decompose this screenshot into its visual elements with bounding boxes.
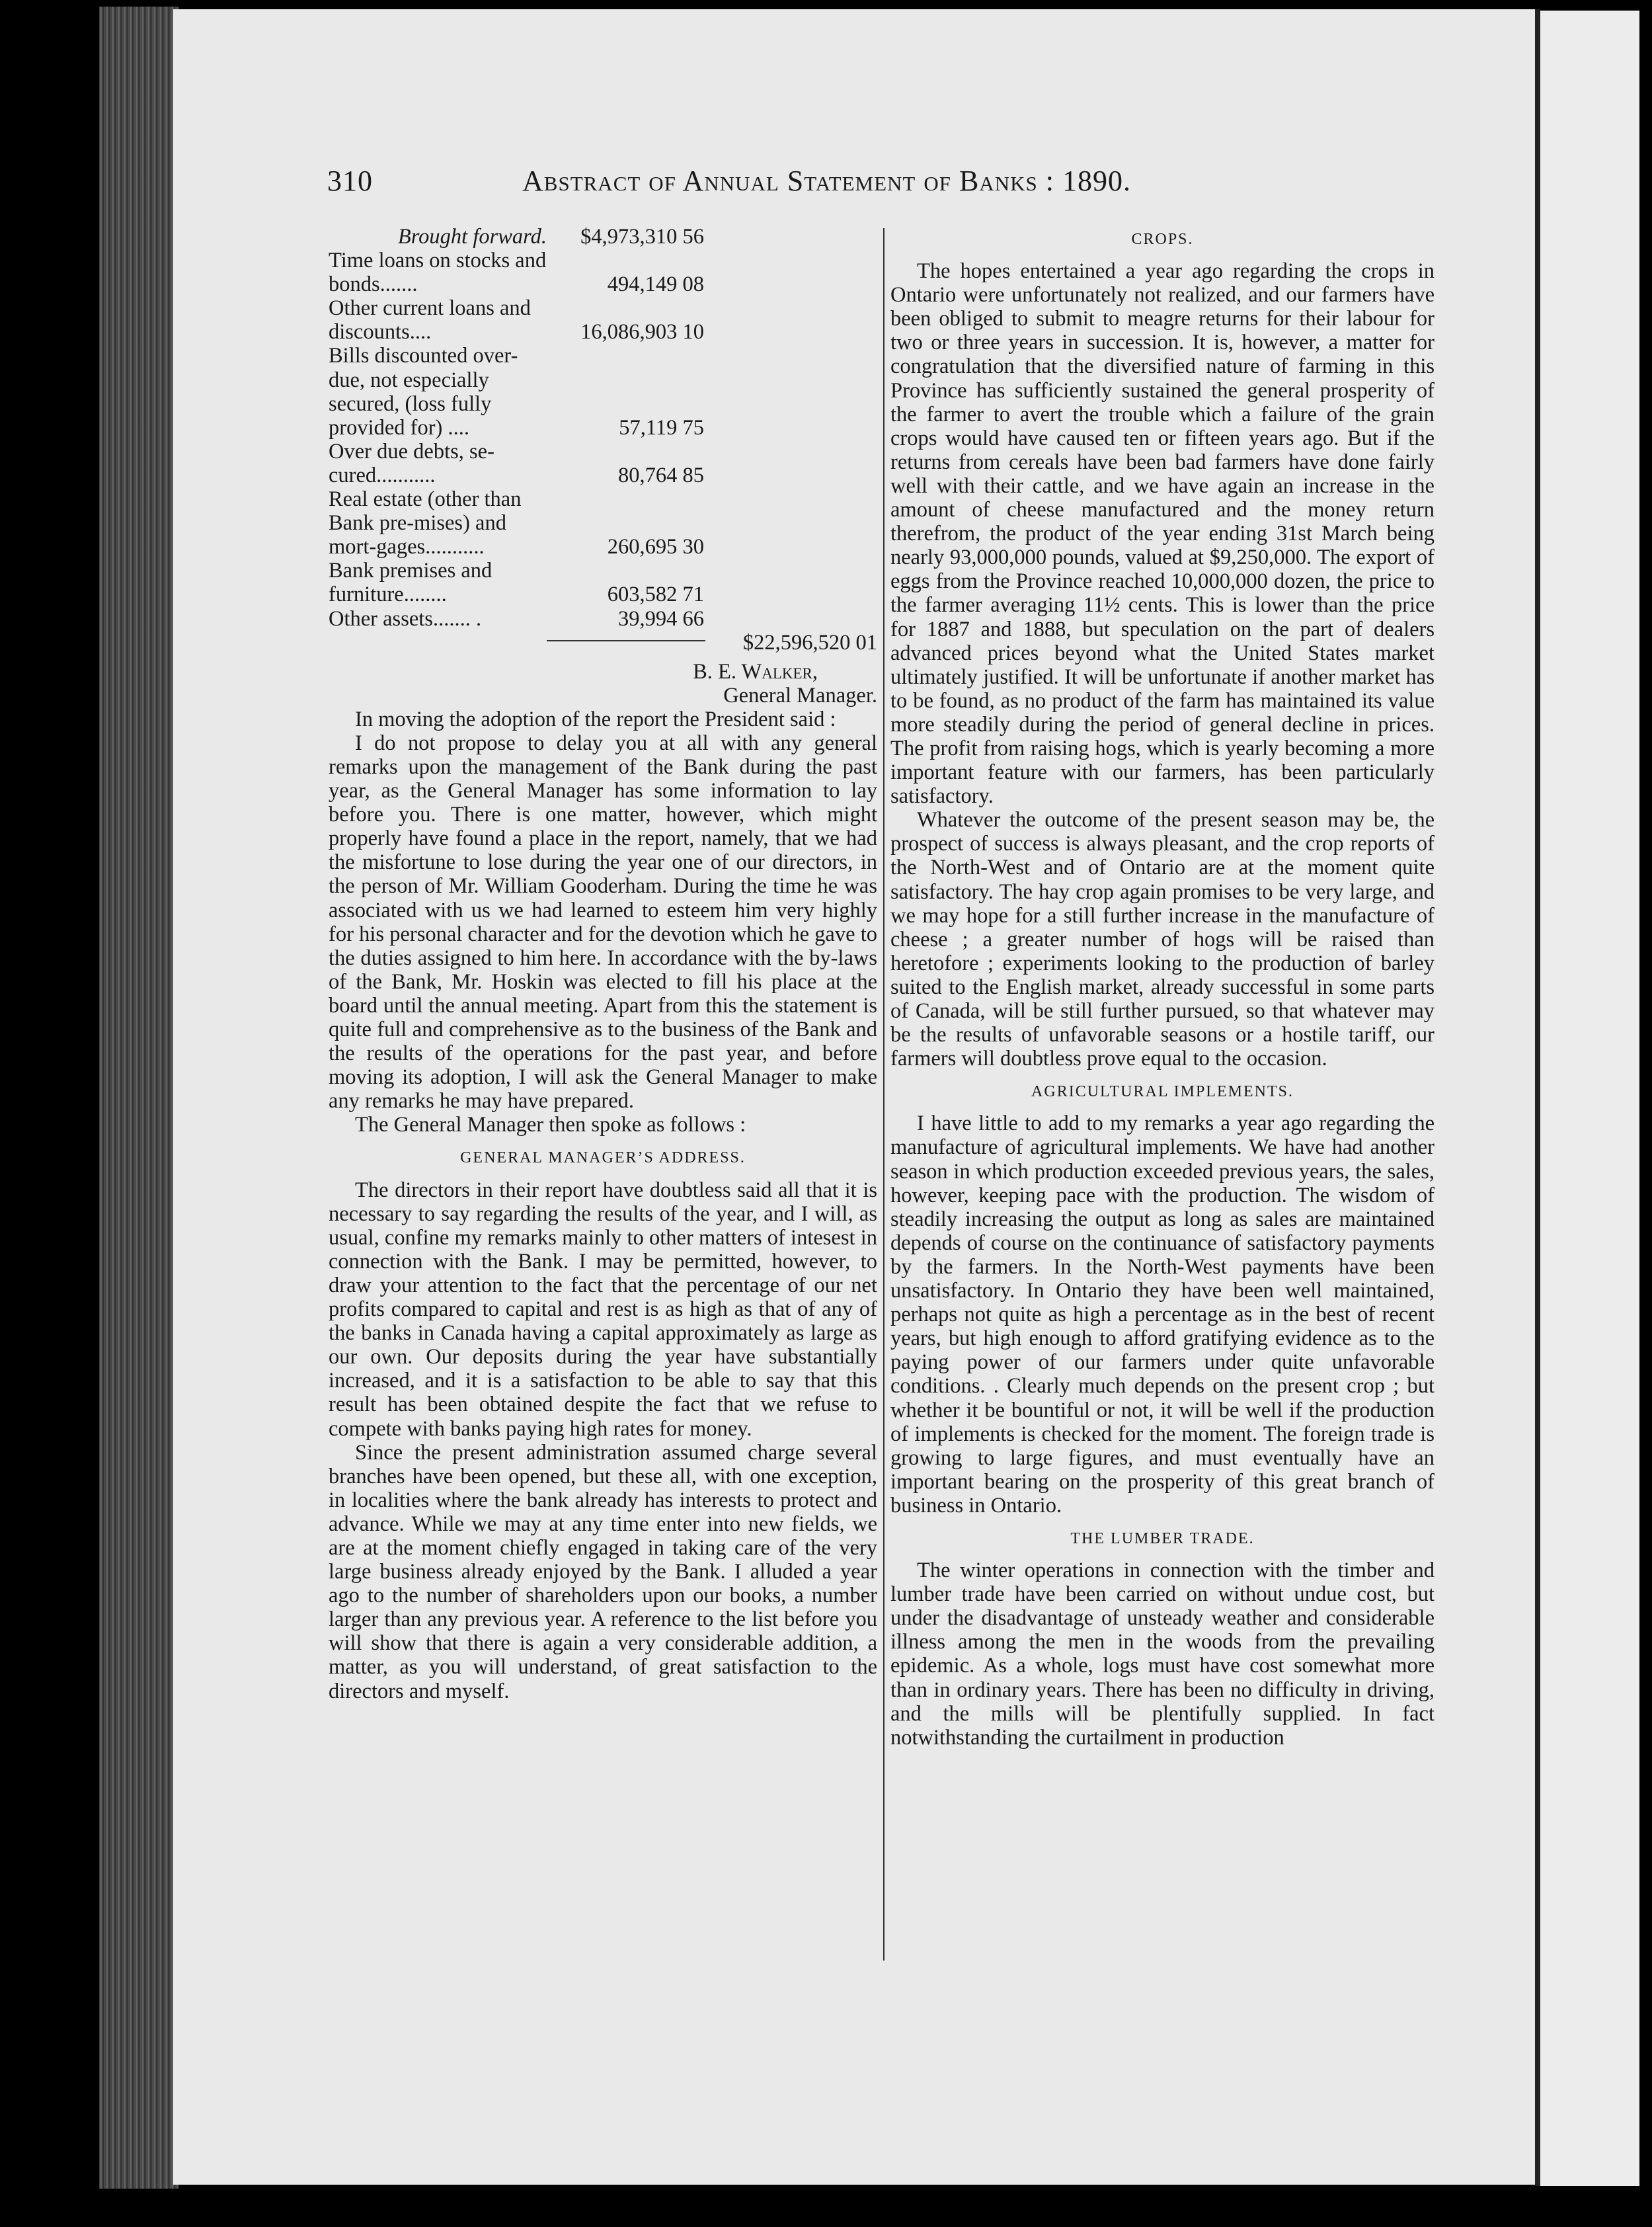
ledger-label: Bank premises and furniture........ [329,559,492,607]
page-gutter-shadow [1535,9,1540,2186]
assets-ledger [329,225,877,657]
ledger-row [329,559,877,606]
ledger-label: Bills discounted over-due, not especially secured, (loss fully provided for) .... [329,344,518,440]
heading-gm-address: GENERAL MANAGER’S ADDRESS. [460,1149,746,1167]
heading-crops: CROPS. [1131,231,1194,248]
ledger-amount: 80,764 85 [618,463,704,487]
ledger-amount: 494,149 08 [607,272,704,297]
paragraph-administration: Since the present administration assumed charge several branches have been opened, but these all, with one exception, in localities where the bank already has interests to protect and advance. While we may at any time enter into new fields, we are at the moment chiefly engaged in taking care of the very large business already enjoyed by the Bank. I alluded a year ago to the number of shareholders upon our books, a number larger than any previous year. A reference to the list before you will show that there is again a very considerable addition, a matter, as you will understand, of great satisfaction to the directors and myself. [329,1440,877,1703]
ledger-label: Brought forward. [397,225,547,249]
total-rule [547,640,705,641]
ledger-label: Other assets....... . [329,606,482,631]
left-column [329,225,877,1703]
signatory-title: General Manager. [723,683,877,708]
adjacent-page-edge [1540,11,1639,2186]
ledger-amount: 16,086,903 10 [580,320,704,344]
paragraph-crops: The hopes entertained a year ago regarding the crops in Ontario were unfortunately not realized, and our farmers have been obliged to submit to meagre returns for their labour for two or three years in succession. It is, however, a matter for congratulation that the diversified nature of farming in this Province has sufficiently sustained the general prosperity of the farmer to avert the trouble which a failure of the grain crops would have caused ten or fifteen years ago. But if the returns from cereals have been bad farmers have done fairly well with their cattle, and we have again an increase in the amount of cheese manufactured and the money return therefrom, the product of the year ending 31st March being nearly 93,000,000 pounds, valued at $9,250,000. The export of eggs from the Province reached 10,000,000 dozen, the price to the farmer averaging 11½ cents. This is lower than the price for 1887 and 1888, but speculation on the part of dealers advanced prices beyond what the United States market ultimately justified. It will be unfortunate if another market has to be found, as no product of the farm has maintained its value more steadily during the period of general decline in prices. The profit from raising hogs, which is yearly becoming a more important feature with our farmers, has been particularly satisfactory. [890,259,1435,809]
ledger-total [329,631,877,657]
right-column [890,225,1435,1750]
paragraph-moving-adoption: In moving the adoption of the report the President said : [355,707,836,731]
ledger-amount: 603,582 71 [607,583,704,607]
ledger-amount: 57,119 75 [619,415,704,440]
ledger-amount: 39,994 66 [618,606,704,631]
ledger-row [329,249,877,296]
ledger-row [329,487,877,559]
ledger-row [329,296,877,344]
paragraph-president-remarks: I do not propose to delay you at all with any general remarks upon the management of the Bank during the past year, as the General Manager has some information to lay before you. There is one matter, however, which might properly have found a place in the report, namely, that we had the misfortune to lose during the year one of our directors, in the person of Mr. William Gooderham. During the time he was associated with us we had learned to esteem him very highly for his personal character and for the devotion which he gave to the duties assigned to him here. In accordance with the by-laws of the Bank, Mr. Hoskin was elected to fill his place at the board until the annual meeting. Apart from this the statement is quite full and comprehensive as to the business of the Bank and the results of the operations for the past year, and before moving its adoption, I will ask the General Manager to make any remarks he may have prepared. [329,731,877,1114]
ledger-label: Real estate (other than Bank pre-mises) and mort-gages........... [329,487,522,559]
signature-block [329,660,877,708]
heading-agricultural-implements: AGRICULTURAL IMPLEMENTS. [1031,1083,1294,1101]
paragraph-gm-spoke: The General Manager then spoke as follows : [355,1113,746,1137]
signatory-name: B. E. Walker, [693,659,818,684]
paragraph-lumber: The winter operations in connection with the timber and lumber trade have been carried on without undue cost, but under the disadvantage of unsteady weather and considerable illness among the men in the woods from the prevailing epidemic. As a whole, logs must have cost somewhat more than in ordinary years. There has been no difficulty in driving, and the mills will be plentifully supplied. In fact notwithstanding the curtailment in production [890,1559,1435,1750]
paragraph-season-outlook: Whatever the outcome of the present season may be, the prospect of success is always pleasant, and the crop reports of the North-West and of Ontario are at the moment quite satisfactory. The hay crop again promises to be very large, and we may hope for a still further increase in the manufacture of cheese ; a greater number of hogs will be raised than heretofore ; experiments looking to the production of barley suited to the English market, already successful in some parts of Canada, will be still further pursued, so that whatever may be the results of unfavorable seasons or a hostile tariff, our farmers will doubtless prove equal to the occasion. [890,808,1435,1071]
running-title: Abstract of Annual Statement of Banks : 1890. [522,165,1131,197]
total-amount: $22,596,520 01 [742,630,877,655]
column-divider [883,228,885,1961]
page-number: 310 [327,165,373,197]
ledger-row-brought-forward [329,225,877,249]
ledger-label: Time loans on stocks and bonds....... [329,249,547,297]
paragraph-implements: I have little to add to my remarks a year ago regarding the manufacture of agricultural implements. We have had another season in which production exceeded previous years, the sales, however, keeping pace with the production. The wisdom of steadily increasing the output as long as sales are maintained depends of course on the continuance of satisfactory payments by the farmers. In the North-West payments have been unsatisfactory. In Ontario they have been well maintained, perhaps not quite as high a percentage as in the best of recent years, but high enough to afford gratifying evidence as to the paying power of our farmers under quite unfavorable conditions. . Clearly much depends on the present crop ; but whether it be bountiful or not, it will be well if the production of implements is checked for the moment. The foreign trade is growing to large figures, and must eventually have an important bearing on the prosperity of this great branch of business in Ontario. [890,1112,1435,1518]
ledger-row [329,607,877,631]
ledger-label: Over due debts, se-cured........... [329,439,494,487]
ledger-row [329,440,877,487]
book-page-edges [99,7,178,2189]
ledger-amount: 260,695 30 [607,535,704,559]
ledger-row [329,344,877,439]
heading-lumber-trade: THE LUMBER TRADE. [1070,1529,1255,1547]
ledger-label: Other current loans and discounts.... [329,296,531,344]
paragraph-directors-report: The directors in their report have doubtless said all that it is necessary to say regarding the results of the year, and I will, as usual, confine my remarks mainly to other matters of intesest in connection with the Bank. I may be permitted, however, to draw your attention to the fact that the percentage of our net profits compared to capital and rest is as high as that of any of the banks in Canada having a capital approximately as large as our own. Our deposits during the year have substantially increased, and it is a satisfaction to be able to say that this result has been obtained despite the fact that we refuse to compete with banks paying high rates for money. [329,1178,877,1441]
ledger-amount: $4,973,310 56 [580,225,704,249]
